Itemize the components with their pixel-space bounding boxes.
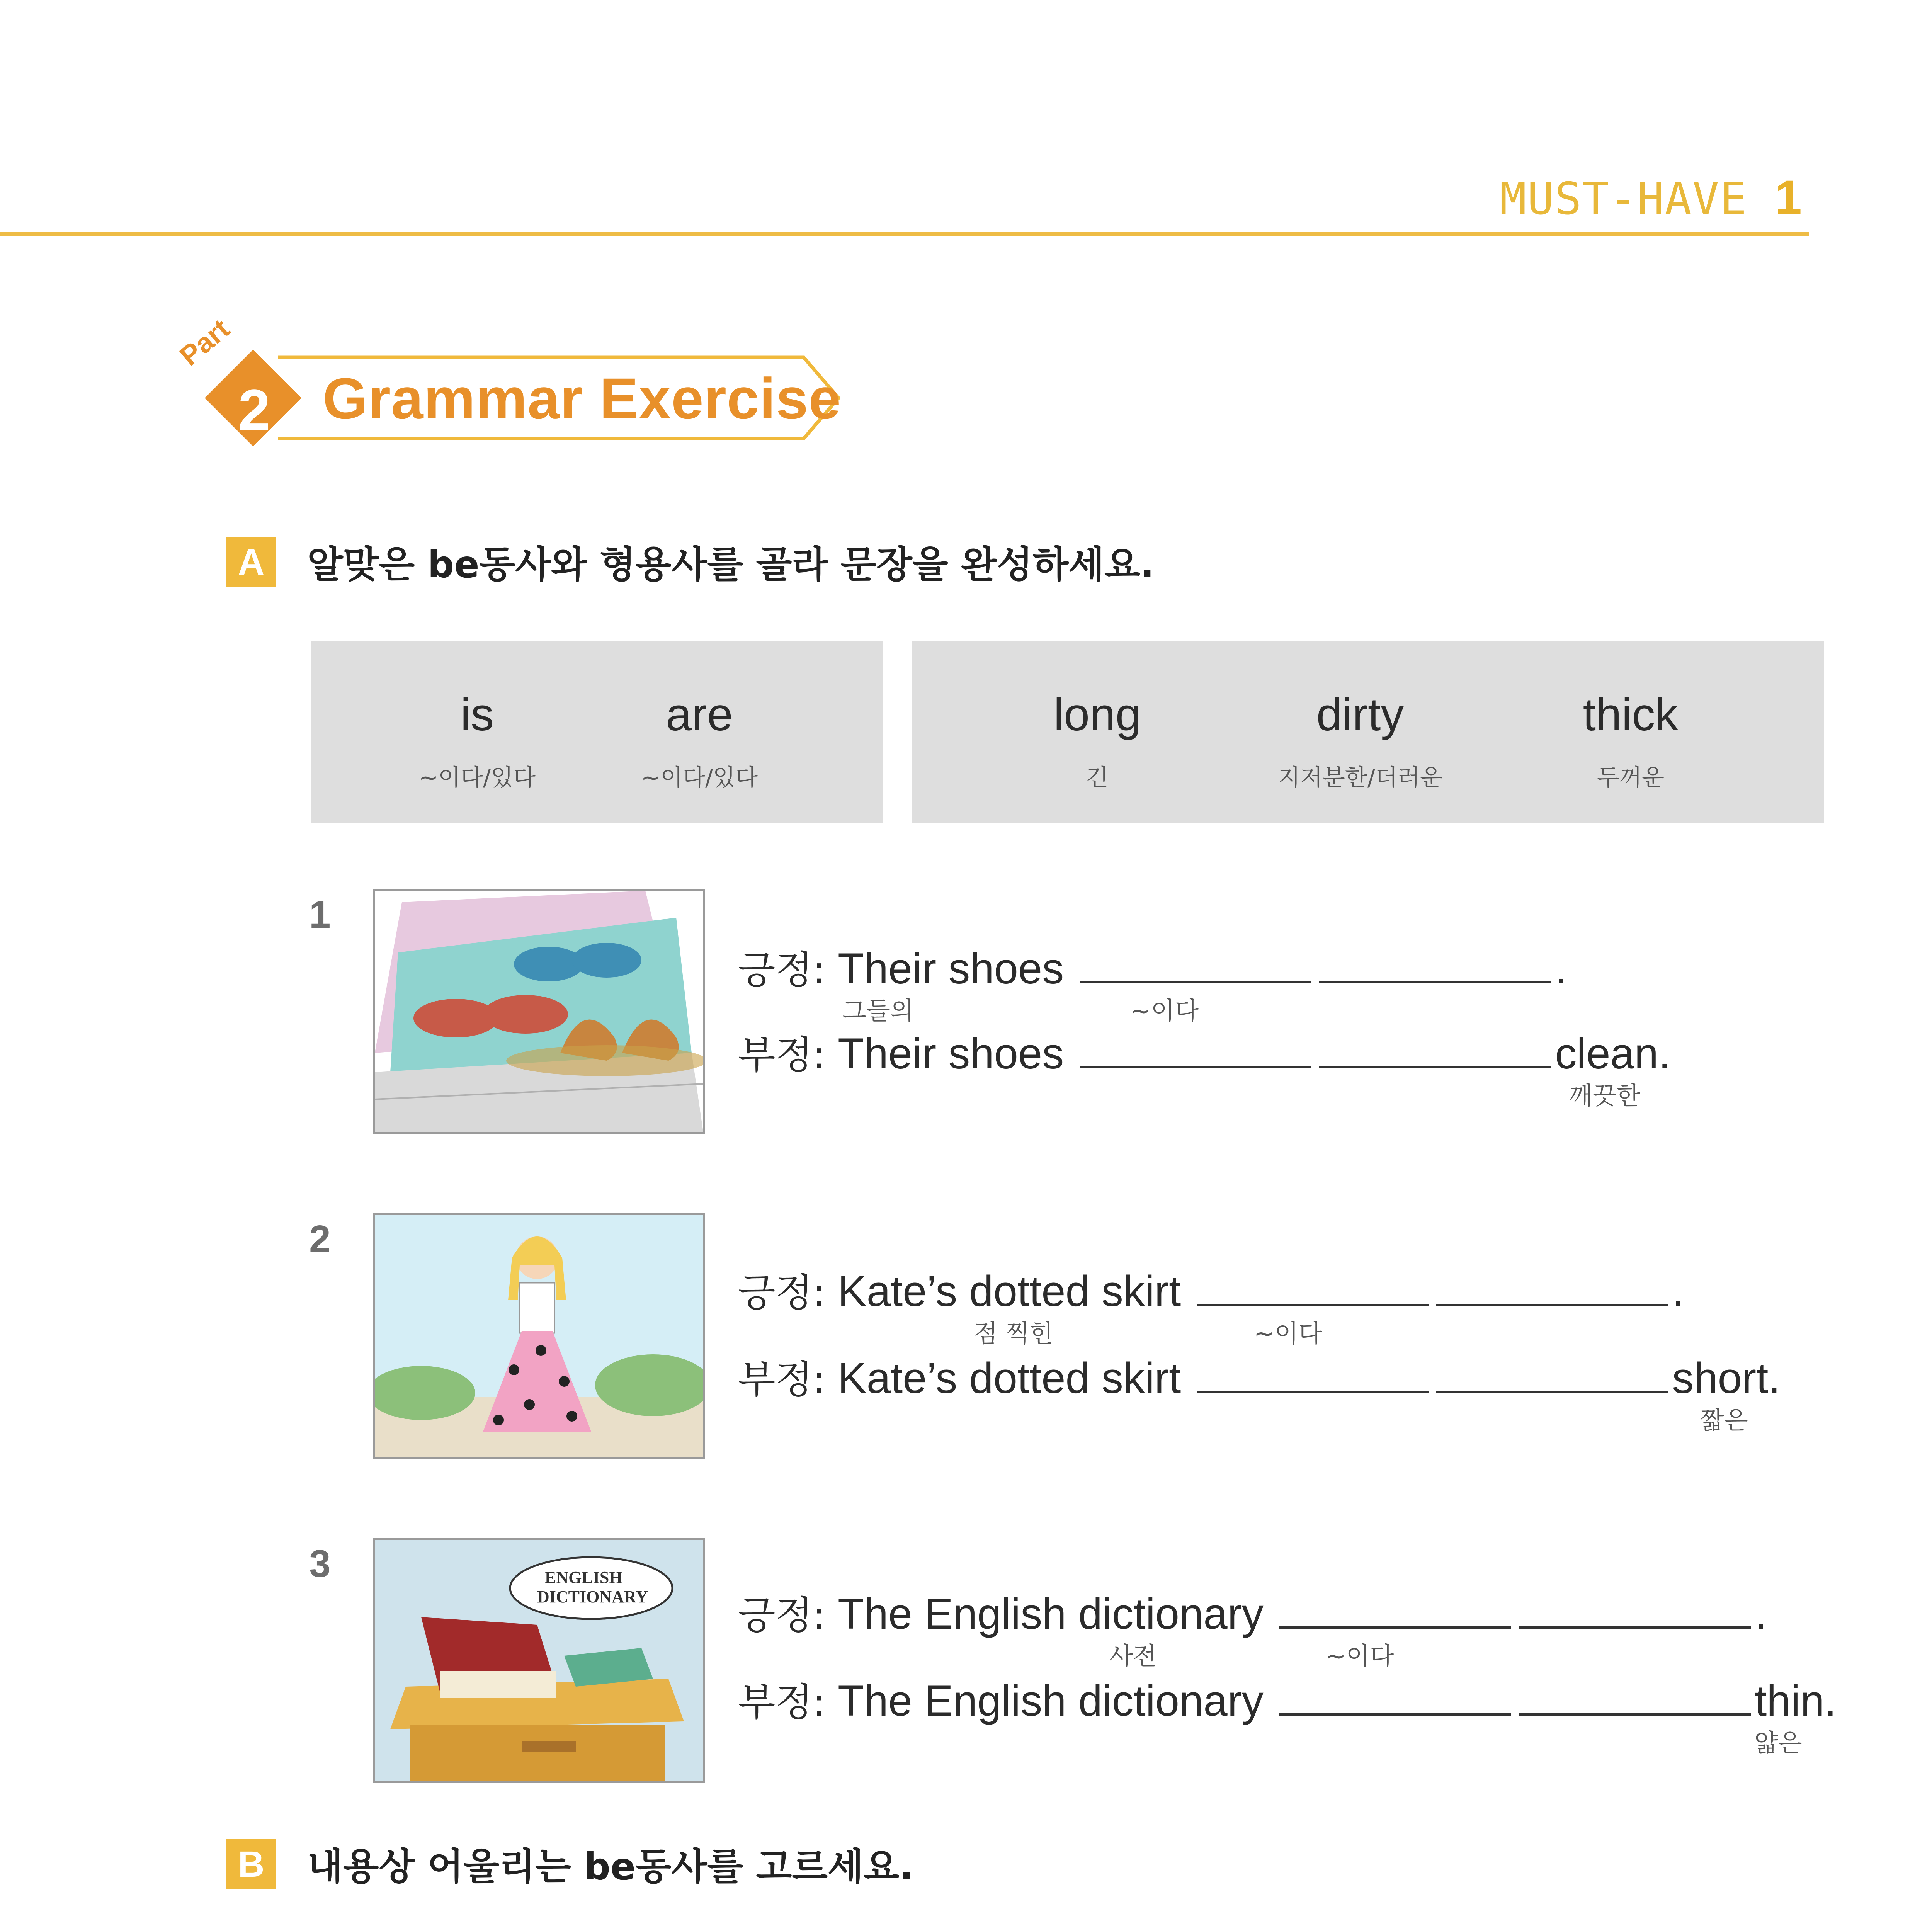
section-a-badge: A <box>226 537 276 587</box>
a-item-3-positive-end: . <box>1755 1590 1767 1638</box>
a-item-2-number: 2 <box>309 1218 331 1261</box>
a-item-2-negative <box>738 1349 1780 1404</box>
page-header-title <box>1500 170 1803 225</box>
a-item-3-negative-end: thin. <box>1755 1677 1837 1725</box>
girl-skirt-illustration <box>375 1215 703 1457</box>
section-a-instruction: 알맞은 be동사와 형용사를 골라 문장을 완성하세요. <box>307 543 1155 586</box>
positive-label: 긍정: <box>738 1270 826 1315</box>
dictionary-illustration <box>375 1540 703 1781</box>
a-item-3-number: 3 <box>309 1542 331 1585</box>
a-item-1-gloss-subject: 그들의 <box>842 997 914 1026</box>
a-item-2-gloss-verb: ~이다 <box>1254 1320 1323 1348</box>
a-item-1-negative <box>738 1024 1670 1080</box>
negative-label: 부정: <box>738 1032 826 1078</box>
a-item-1-negative-subject: Their shoes <box>838 1029 1064 1078</box>
word-is-gloss: ~이다/있다 <box>418 764 536 791</box>
a-item-3-negative <box>738 1671 1837 1727</box>
word-are: are <box>666 689 733 740</box>
word-dirty: dirty <box>1316 689 1404 740</box>
a-item-2-positive-verb-blank[interactable] <box>1197 1269 1429 1306</box>
positive-label: 긍정: <box>738 947 826 993</box>
bubble-text-line2: DICTIONARY <box>537 1587 648 1606</box>
part-number: 2 <box>238 378 270 442</box>
negative-label: 부정: <box>738 1357 826 1402</box>
a-item-2-positive <box>738 1262 1684 1317</box>
negative-label: 부정: <box>738 1680 826 1725</box>
a-item-1-positive-end: . <box>1555 944 1567 993</box>
a-item-3-positive <box>738 1584 1767 1640</box>
dictionary-picture <box>373 1538 705 1783</box>
word-are-gloss: ~이다/있다 <box>641 764 758 791</box>
a-item-1-positive-subject: Their shoes <box>838 944 1064 993</box>
part-label: Part <box>174 313 236 372</box>
a-item-2-negative-verb-blank[interactable] <box>1197 1356 1429 1393</box>
word-thick-gloss: 두꺼운 <box>1597 764 1664 791</box>
header-title-text: MUST-HAVE <box>1500 173 1748 225</box>
a-item-2-positive-end: . <box>1672 1267 1684 1315</box>
header-number: 1 <box>1775 171 1803 224</box>
a-item-3-positive-subject: The English dictionary <box>838 1590 1264 1638</box>
a-item-2-positive-adjective-blank[interactable] <box>1436 1269 1668 1306</box>
a-item-3-gloss-verb: ~이다 <box>1325 1642 1394 1671</box>
a-item-1-positive <box>738 939 1567 995</box>
a-item-1-positive-adjective-blank[interactable] <box>1319 946 1551 983</box>
a-item-1-number: 1 <box>309 893 331 936</box>
a-item-1-negative-end: clean. <box>1555 1029 1671 1078</box>
a-item-2-negative-adjective-blank[interactable] <box>1436 1356 1668 1393</box>
a-item-1-negative-verb-blank[interactable] <box>1080 1031 1311 1068</box>
a-item-1-gloss-verb: ~이다 <box>1130 997 1199 1026</box>
word-long: long <box>1053 689 1141 740</box>
a-item-3-positive-verb-blank[interactable] <box>1279 1592 1511 1629</box>
skirt-picture <box>373 1213 705 1459</box>
shoes-picture <box>373 889 705 1134</box>
word-long-gloss: 긴 <box>1086 764 1109 791</box>
bubble-text-line1: ENGLISH <box>545 1568 622 1587</box>
word-thick: thick <box>1583 689 1679 740</box>
a-item-1-negative-adjective-blank[interactable] <box>1319 1031 1551 1068</box>
a-item-1-positive-verb-blank[interactable] <box>1080 946 1311 983</box>
header-rule <box>0 232 1809 236</box>
a-item-1-gloss-end: 깨끗한 <box>1569 1082 1641 1111</box>
section-b-badge: B <box>226 1839 276 1889</box>
a-item-3-negative-verb-blank[interactable] <box>1279 1679 1511 1716</box>
a-item-3-gloss-end: 얇은 <box>1754 1729 1802 1758</box>
a-item-3-negative-subject: The English dictionary <box>838 1677 1264 1725</box>
a-item-3-gloss-subject: 사전 <box>1109 1642 1157 1671</box>
word-is: is <box>460 689 494 740</box>
word-dirty-gloss: 지저분한/더러운 <box>1278 764 1442 791</box>
positive-label: 긍정: <box>738 1593 826 1638</box>
section-b-instruction: 내용상 어울리는 be동사를 고르세요. <box>307 1845 913 1888</box>
a-item-3-negative-adjective-blank[interactable] <box>1519 1679 1751 1716</box>
a-item-2-gloss-end: 짧은 <box>1700 1406 1748 1435</box>
dirty-shoes-illustration <box>375 891 703 1132</box>
part-title: Grammar Exercise <box>323 366 841 431</box>
a-item-2-positive-subject: Kate’s dotted skirt <box>838 1267 1181 1315</box>
a-item-2-negative-end: short. <box>1672 1354 1781 1402</box>
a-item-2-negative-subject: Kate’s dotted skirt <box>838 1354 1181 1402</box>
a-item-3-positive-adjective-blank[interactable] <box>1519 1592 1751 1629</box>
a-item-2-gloss-subject: 점 찍힌 <box>974 1320 1053 1348</box>
